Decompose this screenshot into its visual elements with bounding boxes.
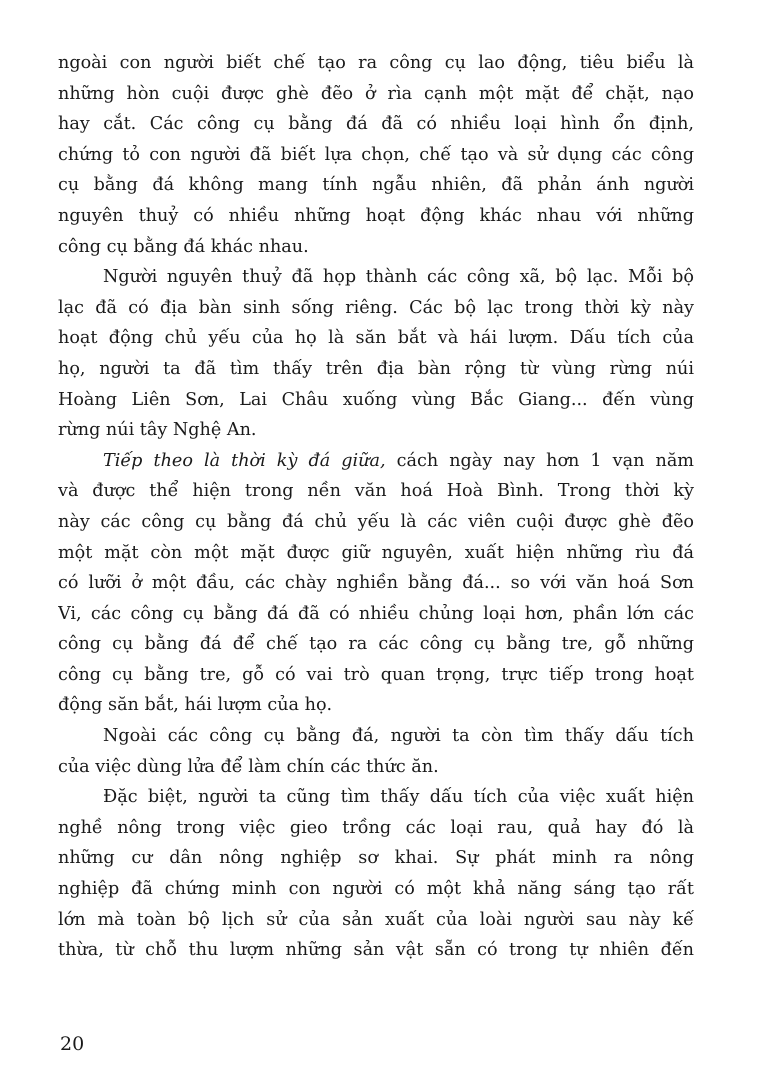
text-line: ngoài con người biết chế tạo ra công cụ lao động, tiêu biểu là <box>58 53 694 73</box>
paragraph-1 <box>58 48 694 262</box>
paragraph-5 <box>58 782 694 966</box>
text-line: lớn mà toàn bộ lịch sử của sản xuất của loài người sau này kế <box>58 909 694 930</box>
text-line: nghiệp đã chứng minh con người có một khả năng sáng tạo rất <box>58 879 694 900</box>
text-line: những hòn cuội được ghè đẽo ở rìa cạnh một mặt để chặt, nạo <box>58 83 694 104</box>
paragraph-3 <box>58 446 694 721</box>
text-line: Ngoài các công cụ bằng đá, người ta còn tìm thấy dấu tích <box>103 726 694 747</box>
text-fragment: cách ngày nay hơn 1 vạn năm <box>385 450 694 471</box>
text-line: động săn bắt, hái lượm của họ. <box>58 695 333 716</box>
text-line: Đặc biệt, người ta cũng tìm thấy dấu tích của việc xuất hiện <box>103 787 694 808</box>
text-line: hoạt động chủ yếu của họ là săn bắt và hái lượm. Dấu tích của <box>58 328 694 349</box>
text-line: Vi, các công cụ bằng đá đã có nhiều chủng loại hơn, phần lớn các <box>58 603 694 624</box>
text-line: của việc dùng lửa để làm chín các thức ăn. <box>58 756 439 777</box>
text-line: nguyên thuỷ có nhiều những hoạt động khác nhau với những <box>58 205 694 226</box>
text-line: Người nguyên thuỷ đã họp thành các công xã, bộ lạc. Mỗi bộ <box>103 267 694 288</box>
text-line: cụ bằng đá không mang tính ngẫu nhiên, đã phản ánh người <box>58 175 694 196</box>
text-line: nghề nông trong việc gieo trồng các loại rau, quả hay đó là <box>58 817 694 838</box>
text-line: hay cắt. Các công cụ bằng đá đã có nhiều loại hình ổn định, <box>58 114 694 135</box>
text-line: lạc đã có địa bàn sinh sống riêng. Các bộ lạc trong thời kỳ này <box>58 297 694 318</box>
text-line: này các công cụ bằng đá chủ yếu là các viên cuội được ghè đẽo <box>58 511 694 532</box>
emphasis-phrase: Tiếp theo là thời kỳ đá giữa, <box>103 450 386 471</box>
text-line-with-emphasis <box>58 446 694 477</box>
text-line: rừng núi tây Nghệ An. <box>58 420 257 441</box>
paragraph-2 <box>58 262 694 446</box>
text-line: chứng tỏ con người đã biết lựa chọn, chế tạo và sử dụng các công <box>58 144 694 165</box>
text-line: có lưỡi ở một đầu, các chày nghiền bằng đá... so với văn hoá Sơn <box>58 573 694 594</box>
text-line: một mặt còn một mặt được giữ nguyên, xuất hiện những rìu đá <box>58 542 694 563</box>
page-body <box>58 48 694 966</box>
page-number: 20 <box>60 1033 85 1055</box>
text-line: công cụ bằng tre, gỗ có vai trò quan trọng, trực tiếp trong hoạt <box>58 664 694 685</box>
text-line: công cụ bằng đá để chế tạo ra các công cụ bằng tre, gỗ những <box>58 634 694 655</box>
text-line: và được thể hiện trong nền văn hoá Hoà Bình. Trong thời kỳ <box>58 481 694 502</box>
text-line: thừa, từ chỗ thu lượm những sản vật sẵn có trong tự nhiên đến <box>58 940 694 961</box>
text-line: Hoàng Liên Sơn, Lai Châu xuống vùng Bắc Giang... đến vùng <box>58 389 694 410</box>
text-line: công cụ bằng đá khác nhau. <box>58 236 309 257</box>
text-line: họ, người ta đã tìm thấy trên địa bàn rộng từ vùng rừng núi <box>58 358 694 379</box>
paragraph-4 <box>58 721 694 782</box>
text-line: những cư dân nông nghiệp sơ khai. Sự phát minh ra nông <box>58 848 694 869</box>
